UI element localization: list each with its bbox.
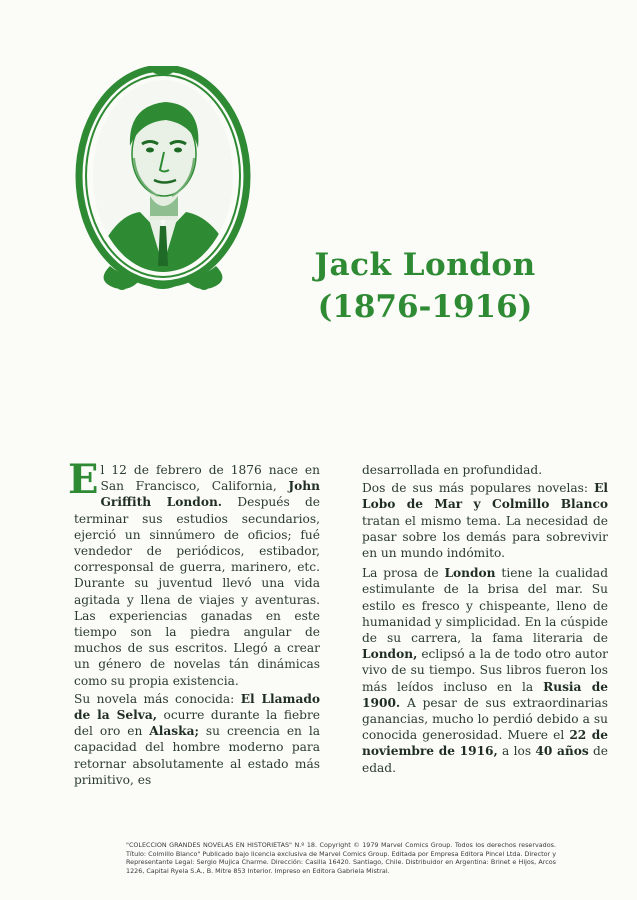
portrait-oval-frame-icon	[70, 66, 256, 300]
text-run: Su novela más conocida:	[74, 691, 241, 706]
emphasis: John Griffith London.	[100, 479, 320, 510]
text-run: de edad.	[362, 744, 609, 775]
emphasis: 22 de noviembre de 1916,	[362, 728, 609, 759]
title-block	[300, 244, 550, 328]
text-run: su creencia en la capacidad del hombre moderno para retornar absolutamente al estado más primitivo, es	[74, 724, 320, 787]
text-run: l 12 de febrero de 1876 nace en San Francisco, California,	[100, 463, 320, 494]
drop-cap: E	[68, 456, 99, 503]
emphasis: El Llamado de la Selva,	[74, 691, 321, 723]
emphasis: Alaska;	[149, 724, 199, 739]
author-years: (1876-1916)	[317, 289, 533, 325]
body-column-right	[362, 462, 608, 778]
emphasis: 40 años	[535, 744, 589, 759]
emphasis: Rusia de 1900.	[362, 679, 608, 710]
text-run: tratan el mismo tema. La necesidad de pasar sobre los demás para sobrevivir en un mundo indómito.	[362, 513, 608, 561]
text-run: Dos de sus más populares novelas:	[362, 481, 595, 496]
text-run: eclipsó a la de todo otro autor vivo de su tiempo. Sus libros fueron los más leídos incluso en la	[362, 647, 608, 694]
emphasis: El Lobo de Mar y Colmillo Blanco	[362, 481, 608, 512]
paragraph	[74, 691, 320, 788]
text-run: tiene la cualidad estimulante de la brisa del mar. Su estilo es fresco y chispeante, lleno de humanidad y simplicidad. En la cúspide de su carrera, la fama literaria de	[362, 566, 608, 646]
copyright-footer: "COLECCION GRANDES NOVELAS EN HISTORIETAS" N.º 18. Copyright © 1979 Marvel Comics Group. Todos los derechos reservados. Título: Colmillo Blanco" Publicado bajo licencia exclusiva de Marvel Comics Group. Editada por Empresa Editora Pincel Ltda. Director y Representante Legal: Sergio Mujica Charme. Dirección: Casilla 16420. Santiago, Chile. Distribuidor en Argentina: Brinet e Hijos, Arcos 1226, Capital Ryela S.A., B. Mitre 853 Interior. Impreso en Editora Gabriela Mistral.	[126, 841, 556, 875]
paragraph	[362, 565, 608, 776]
text-run: A pesar de sus extraordinarias ganancias, mucho lo perdió debido a su conocida generosidad. Muere el	[362, 695, 608, 743]
emphasis: London	[444, 566, 496, 581]
author-portrait	[70, 66, 256, 300]
author-name: Jack London	[314, 247, 536, 283]
text-run: Después de terminar sus estudios secundarios, ejerció un sinnúmero de oficios; fué vendedor de periódicos, estibador, corresponsal de guerra, marinero, etc. Durante su juventud llevó una vida agitada y llena de viajes y aventuras. Las experiencias ganadas en este tiempo son la piedra angular de muchos de sus escritos. Llegó a crear un género de novelas tán dinámicas como su propia existencia.	[74, 495, 321, 688]
emphasis: London,	[362, 647, 418, 662]
text-run: La prosa de	[362, 566, 445, 581]
body-column-left	[68, 456, 321, 790]
paragraph	[362, 480, 608, 561]
paragraph	[68, 456, 321, 689]
text-run: ocurre durante la fiebre del oro en	[74, 708, 321, 739]
text-run: a los	[497, 744, 536, 759]
paragraph: desarrollada en profundidad.	[362, 463, 543, 477]
